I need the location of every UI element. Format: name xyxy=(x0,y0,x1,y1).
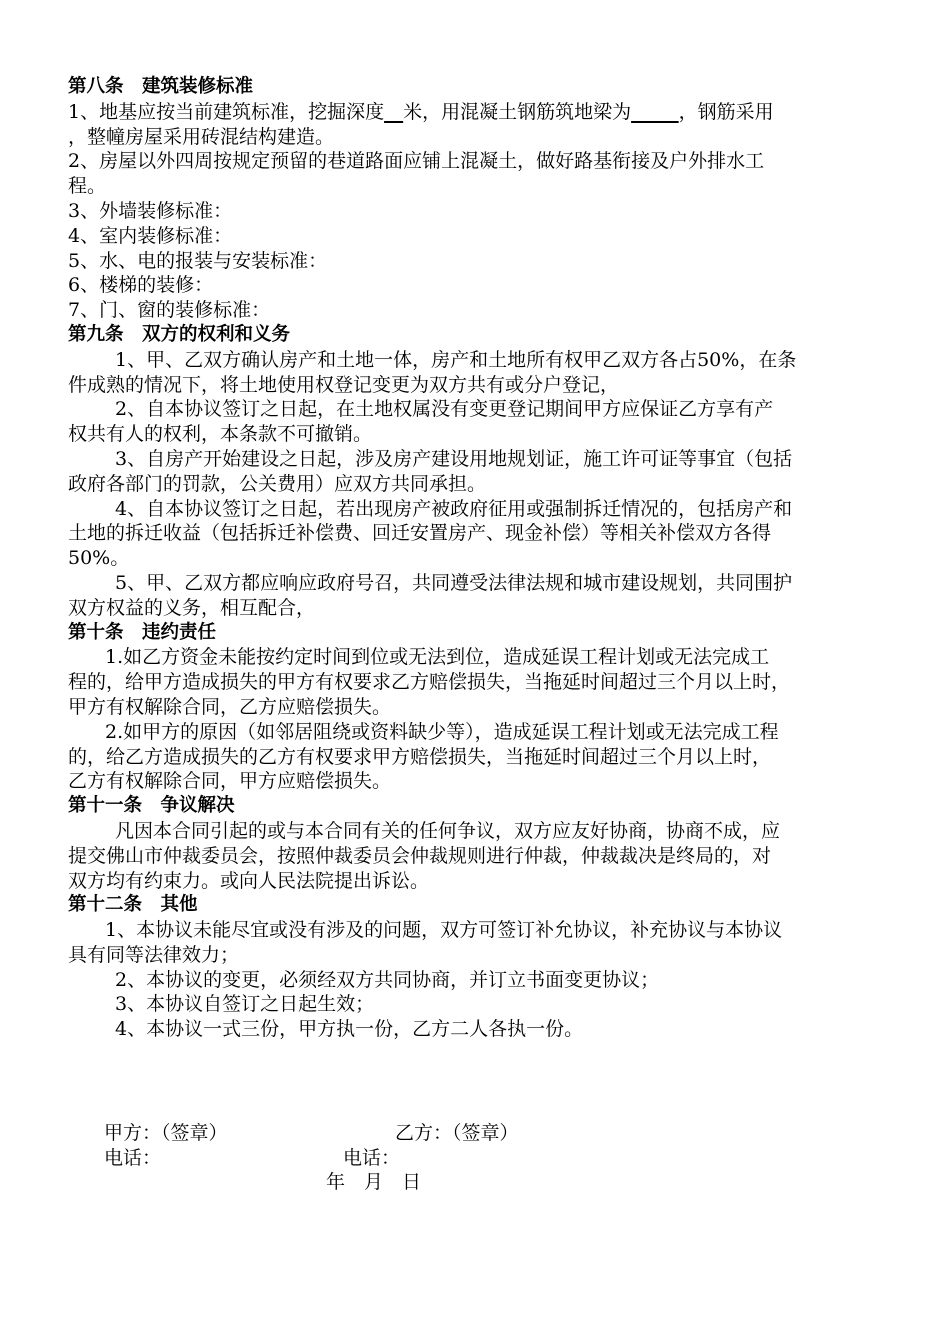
contract-body xyxy=(68,75,890,1042)
article-11-line: 提交佛山市仲裁委员会，按照仲裁委员会仲裁规则进行仲裁，仲裁裁决是终局的，对 xyxy=(68,844,772,867)
article-9-line: 政府各部门的罚款，公关费用）应双方共同承担。 xyxy=(68,472,487,495)
article-9-line: 3、自房产开始建设之日起，涉及房产建设用地规划证，施工许可证等事宜（包括 xyxy=(115,447,793,470)
article-9-line: 5、甲、乙双方都应响应政府号召，共同遵受法律法规和城市建设规划，共同围护 xyxy=(115,571,793,594)
article-9-line: 件成熟的情况下，将土地使用权登记变更为双方共有或分户登记， xyxy=(68,373,620,396)
article-8-line: 5、水、电的报装与安装标准： xyxy=(68,249,328,272)
article-12-line: 2、本协议的变更，必须经双方共同协商，并订立书面变更协议； xyxy=(115,968,660,991)
article-10-line: 甲方有权解除合同，乙方应赔偿损失。 xyxy=(68,695,392,718)
article-8-line: 3、外墙装修标准： xyxy=(68,199,233,222)
article-8-line-1-part-c: ，钢筋采用 xyxy=(678,100,774,123)
article-10-line: 程的，给甲方造成损失的甲方有权要求乙方赔偿损失，当拖延时间超过三个月以上时， xyxy=(68,671,791,694)
article-9-heading: 第九条 双方的权利和义务 xyxy=(68,323,291,345)
article-10-line: 乙方有权解除合同，甲方应赔偿损失。 xyxy=(68,770,392,793)
article-11-heading: 第十一条 争议解决 xyxy=(68,795,235,817)
article-10-line: 1.如乙方资金未能按约定时间到位或无法到位，造成延误工程计划或无法完成工 xyxy=(105,646,770,669)
article-8-line: 2、房屋以外四周按规定预留的巷道路面应铺上混凝土，做好路基衔接及户外排水工 xyxy=(68,150,765,173)
article-9-line: 权共有人的权利，本条款不可撤销。 xyxy=(68,423,373,446)
article-8-line-1 xyxy=(68,100,890,125)
article-9-line: 50%。 xyxy=(68,547,130,570)
article-9-line: 土地的拆迁收益（包括拆迁补偿费、回迁安置房产、现金补偿）等相关补偿双方各得 xyxy=(68,522,772,545)
article-11-line: 凡因本合同引起的或与本合同有关的任何争议，双方应友好协商，协商不成，应 xyxy=(115,819,781,842)
party-b-signature: 乙方：（签章） xyxy=(395,1122,519,1144)
article-9-line: 1、甲、乙双方确认房产和土地一体，房产和土地所有权甲乙双方各占50%，在条 xyxy=(115,348,797,371)
party-b-phone: 电话： xyxy=(343,1147,401,1169)
party-a-phone: 电话： xyxy=(104,1147,162,1169)
article-10-line: 的，给乙方造成损失的乙方有权要求甲方赔偿损失，当拖延时间超过三个月以上时， xyxy=(68,745,772,768)
article-8-line: 6、楼梯的装修： xyxy=(68,274,214,297)
article-12-line: 3、本协议自签订之日起生效； xyxy=(115,993,375,1016)
article-12-line: 1、本协议未能尽宜或没有涉及的问题，双方可签订补允协议，补充协议与本协议 xyxy=(105,919,783,942)
article-8-line: 程。 xyxy=(68,175,107,198)
article-9-line: 2、自本协议签订之日起，在土地权属没有变更登记期间甲方应保证乙方享有产 xyxy=(115,398,774,421)
article-8-line: ，整幢房屋采用砖混结构建造。 xyxy=(68,125,335,148)
article-9-line: 双方权益的义务，相互配合， xyxy=(68,596,316,619)
article-11-line: 双方均有约束力。或向人民法院提出诉讼。 xyxy=(68,869,430,892)
article-12-heading: 第十二条 其他 xyxy=(68,894,198,916)
article-12-line: 4、本协议一式三份，甲方执一份，乙方二人各执一份。 xyxy=(115,1018,584,1041)
article-12-line: 具有同等法律效力； xyxy=(68,943,240,966)
article-9-line: 4、自本协议签订之日起，若出现房产被政府征用或强制拆迁情况的，包括房产和 xyxy=(115,497,793,520)
signing-date: 年 月 日 xyxy=(326,1171,422,1193)
article-8-heading: 第八条 建筑装修标准 xyxy=(68,76,254,97)
article-10-heading: 第十条 违约责任 xyxy=(68,621,217,643)
article-8-line: 7、门、窗的装修标准： xyxy=(68,299,271,322)
article-8-line-1-part-b: 米，用混凝土钢筋筑地梁为 xyxy=(403,100,632,123)
article-10-line: 2.如甲方的原因（如邻居阻绕或资料缺少等），造成延误工程计划或无法完成工程 xyxy=(105,720,779,743)
party-a-signature: 甲方：（签章） xyxy=(104,1122,228,1144)
depth-blank: __ xyxy=(384,100,404,123)
article-8-line: 4、室内装修标准： xyxy=(68,224,233,247)
beam-blank: _____ xyxy=(631,100,679,123)
article-8-line-1-part-a: 1、地基应按当前建筑标准，挖掘深度 xyxy=(68,100,385,123)
